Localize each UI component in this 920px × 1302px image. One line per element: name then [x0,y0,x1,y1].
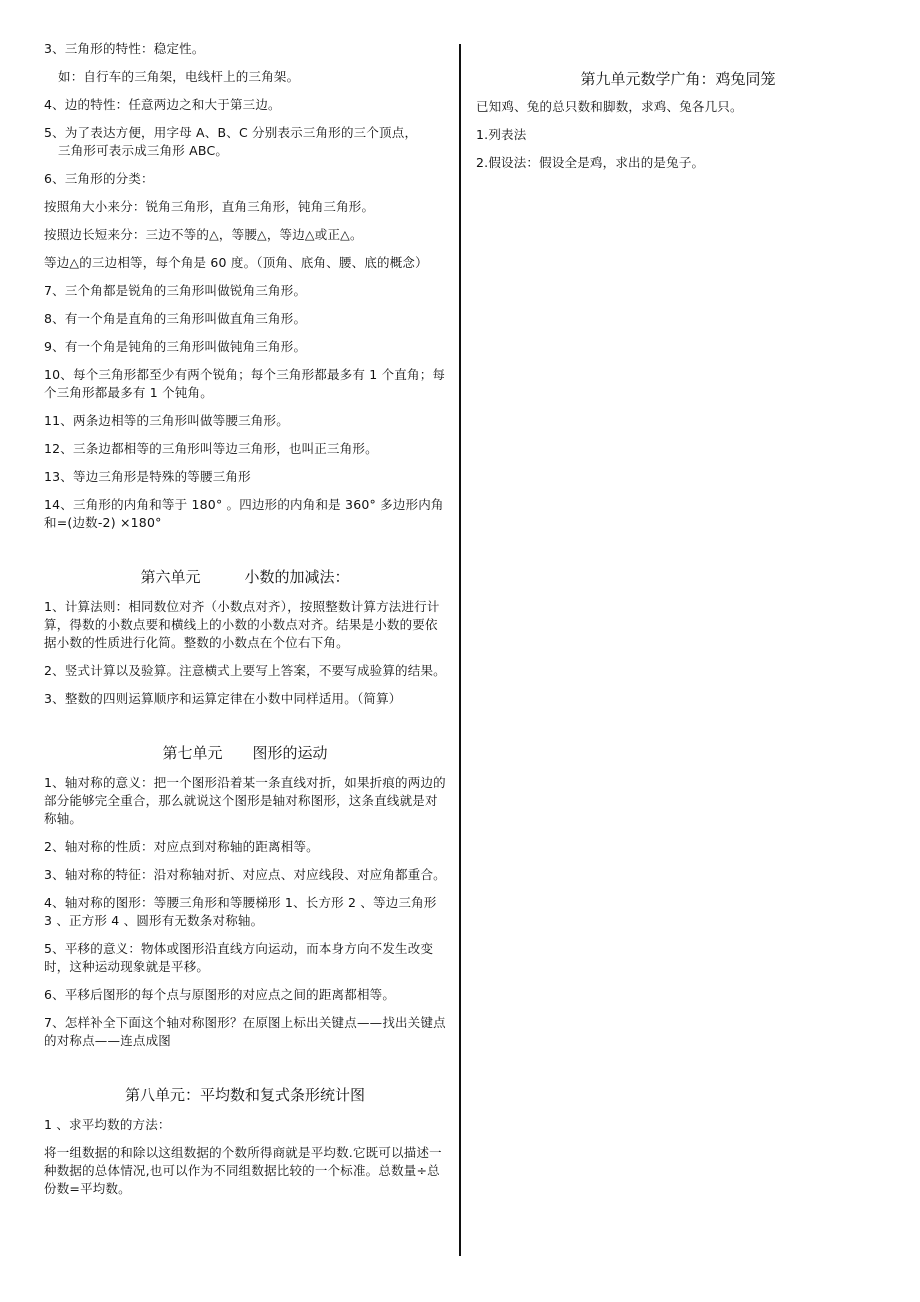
triangle-item-8: 8、有一个角是直角的三角形叫做直角三角形。 [44,311,307,326]
triangle-item-5 [44,124,446,160]
unit6-item-1: 1、计算法则：相同数位对齐（小数点对齐），按照整数计算方法进行计算，得数的小数点要和横线上的小数的小数点对齐。结果是小数的要依据小数的性质进行化简。整数的小数点在个位右下角。 [44,599,440,650]
triangle-by-angle: 按照角大小来分：锐角三角形，直角三角形，钝角三角形。 [44,199,375,214]
triangle-equilateral-note: 等边△的三边相等，每个角是 60 度。（顶角、底角、腰、底的概念） [44,255,428,270]
unit6-heading [44,566,446,588]
unit7-heading [44,742,446,764]
unit9-intro: 已知鸡、兔的总只数和脚数，求鸡、兔各几只。 [476,99,743,114]
unit6-item-3: 3、整数的四则运算顺序和运算定律在小数中同样适用。（简算） [44,691,402,706]
triangle-item-5-line2: 三角形可表示成三角形 ABC。 [58,143,229,158]
unit7-item-4: 4、轴对称的图形：等腰三角形和等腰梯形 1、长方形 2 、等边三角形 3 、正方形 4 、圆形有无数条对称轴。 [44,895,437,928]
unit7-item-1: 1、轴对称的意义：把一个图形沿着某一条直线对折，如果折痕的两边的部分能够完全重合，那么就说这个图形是轴对称图形，这条直线就是对称轴。 [44,775,446,826]
unit7-heading-topic: 图形的运动 [252,744,328,762]
triangle-by-side: 按照边长短来分：三边不等的△，等腰△，等边△或正△。 [44,227,363,242]
triangle-item-4: 4、边的特性：任意两边之和大于第三边。 [44,97,281,112]
triangle-item-10: 10、每个三角形都至少有两个锐角；每个三角形都最多有 1 个直角；每个三角形都最多有 1 个钝角。 [44,367,446,400]
unit8-heading: 第八单元：平均数和复式条形统计图 [124,1086,365,1104]
unit6-heading-topic: 小数的加减法： [244,568,350,586]
unit8-item-1: 1 、求平均数的方法： [44,1117,171,1132]
triangle-item-9: 9、有一个角是钝角的三角形叫做钝角三角形。 [44,339,307,354]
unit8-body: 将一组数据的和除以这组数据的个数所得商就是平均数.它既可以描述一种数据的总体情况,也可以作为不同组数据比较的一个标准。总数量÷总份数=平均数。 [44,1145,442,1196]
unit7-item-2: 2、轴对称的性质：对应点到对称轴的距离相等。 [44,839,319,854]
triangle-item-12: 12、三条边都相等的三角形叫等边三角形，也叫正三角形。 [44,441,378,456]
unit7-item-6: 6、平移后图形的每个点与原图形的对应点之间的距离都相等。 [44,987,396,1002]
unit7-item-7: 7、怎样补全下面这个轴对称图形？在原图上标出关键点——找出关键点的对称点——连点成图 [44,1015,446,1048]
triangle-item-14: 14、三角形的内角和等于 180° 。四边形的内角和是 360° 多边形内角和=(边数-2) ×180° [44,497,444,530]
triangle-item-3: 3、三角形的特性：稳定性。 [44,41,205,56]
unit9-heading: 第九单元数学广角：鸡兔同笼 [580,70,776,88]
triangle-item-7: 7、三个角都是锐角的三角形叫做锐角三角形。 [44,283,307,298]
unit6-item-2: 2、竖式计算以及验算。注意横式上要写上答案，不要写成验算的结果。 [44,663,446,678]
unit6-heading-unit: 第六单元 [140,568,201,586]
triangle-item-5-line1: 5、为了表达方便，用字母 A、B、C 分别表示三角形的三个顶点， [44,125,418,140]
unit7-item-5: 5、平移的意义：物体或图形沿直线方向运动，而本身方向不发生改变时，这种运动现象就是平移。 [44,941,434,974]
triangle-item-11: 11、两条边相等的三角形叫做等腰三角形。 [44,413,289,428]
right-column [476,40,880,182]
column-divider [459,44,461,1256]
unit7-item-3: 3、轴对称的特征：沿对称轴对折、对应点、对应线段、对应角都重合。 [44,867,446,882]
unit9-method-2: 2.假设法：假设全是鸡，求出的是兔子。 [476,155,705,170]
triangle-item-3-example: 如：自行车的三角架，电线杆上的三角架。 [58,69,300,84]
triangle-item-6: 6、三角形的分类： [44,171,154,186]
triangle-item-13: 13、等边三角形是特殊的等腰三角形 [44,469,251,484]
unit9-method-1: 1.列表法 [476,127,527,142]
unit7-heading-unit: 第七单元 [162,744,223,762]
left-column [44,40,446,1208]
